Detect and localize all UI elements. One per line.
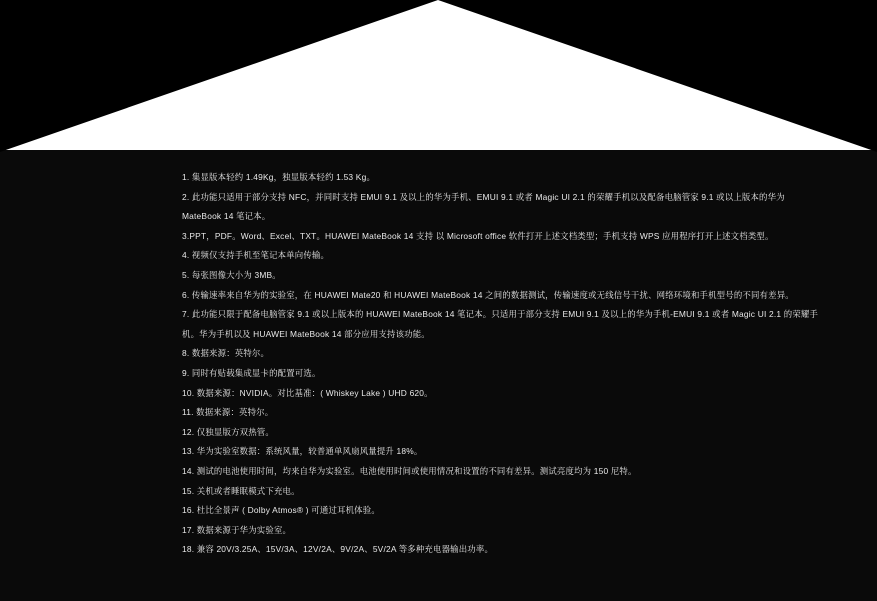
footnote-item: 5. 每张图像大小为 3MB。 xyxy=(182,269,281,280)
footnote-item: 6. 传输速率来自华为的实验室，在 HUAWEI Mate20 和 HUAWEI MateBook 14 之间的数据测试，传输速度或无线信号干扰、网络环境和手机型号的不同有差异。 xyxy=(182,289,794,300)
footnotes-list xyxy=(182,168,822,560)
black-triangle-overlay xyxy=(0,0,877,152)
footnote-item: 14. 测试的电池使用时间，均来自华为实验室。电池使用时间或使用情况和设置的不同有差异。测试亮度均为 150 尼特。 xyxy=(182,465,637,476)
footnote-item: 4. 视频仅支持手机至笔记本单向传输。 xyxy=(182,250,330,261)
footnote-item: 18. 兼容 20V/3.25A、15V/3A、12V/2A、9V/2A、5V/2A 等多种充电器输出功率。 xyxy=(182,544,494,555)
footnote-item: 11. 数据来源：英特尔。 xyxy=(182,407,274,418)
footnote-item: 16. 杜比全景声 ( Dolby Atmos® ) 可通过耳机体验。 xyxy=(182,505,380,516)
footnote-item: 17. 数据来源于华为实验室。 xyxy=(182,524,292,535)
footnote-item: 2. 此功能只适用于部分支持 NFC，并同时支持 EMUI 9.1 及以上的华为手机、EMUI 9.1 或者 Magic UI 2.1 的荣耀手机以及配备电脑管家 9.1 或以上版本的华为 MateBook 14 笔记本。 xyxy=(182,191,788,222)
footnote-item: 10. 数据来源：NVIDIA。对比基准：( Whiskey Lake ) UHD 620。 xyxy=(182,387,433,398)
footnote-item: 12. 仅独显版方双热管。 xyxy=(182,426,274,437)
footnote-item: 9. 同时有贴载集成显卡的配置可选。 xyxy=(182,367,321,378)
footnote-item: 7. 此功能只限于配备电脑管家 9.1 或以上版本的 HUAWEI MateBook 14 笔记本。只适用于部分支持 EMUI 9.1 及以上的华为手机-EMUI 9.1 或者 Magic UI 2.1 的荣耀手机。华为手机以及 HUAWEI MateBook 14 部分应用支持该功能。 xyxy=(182,309,819,339)
footnote-item: 15. 关机或者睡眠模式下充电。 xyxy=(182,485,300,496)
footnote-item: 8. 数据来源：英特尔。 xyxy=(182,348,270,359)
footnote-item: 3.PPT，PDF。Word、Excel、TXT。HUAWEI MateBook 14 支持 以 Microsoft office 软件打开上述文档类型；手机支持 WPS 应用程序打开上述文档类型。 xyxy=(182,230,774,241)
footnote-item: 13. 华为实验室数据：系统风量，较普通单风扇风量提升 18%。 xyxy=(182,446,423,457)
footnote-item: 1. 集显版本轻约 1.49Kg，独显版本轻约 1.53 Kg。 xyxy=(182,172,376,182)
